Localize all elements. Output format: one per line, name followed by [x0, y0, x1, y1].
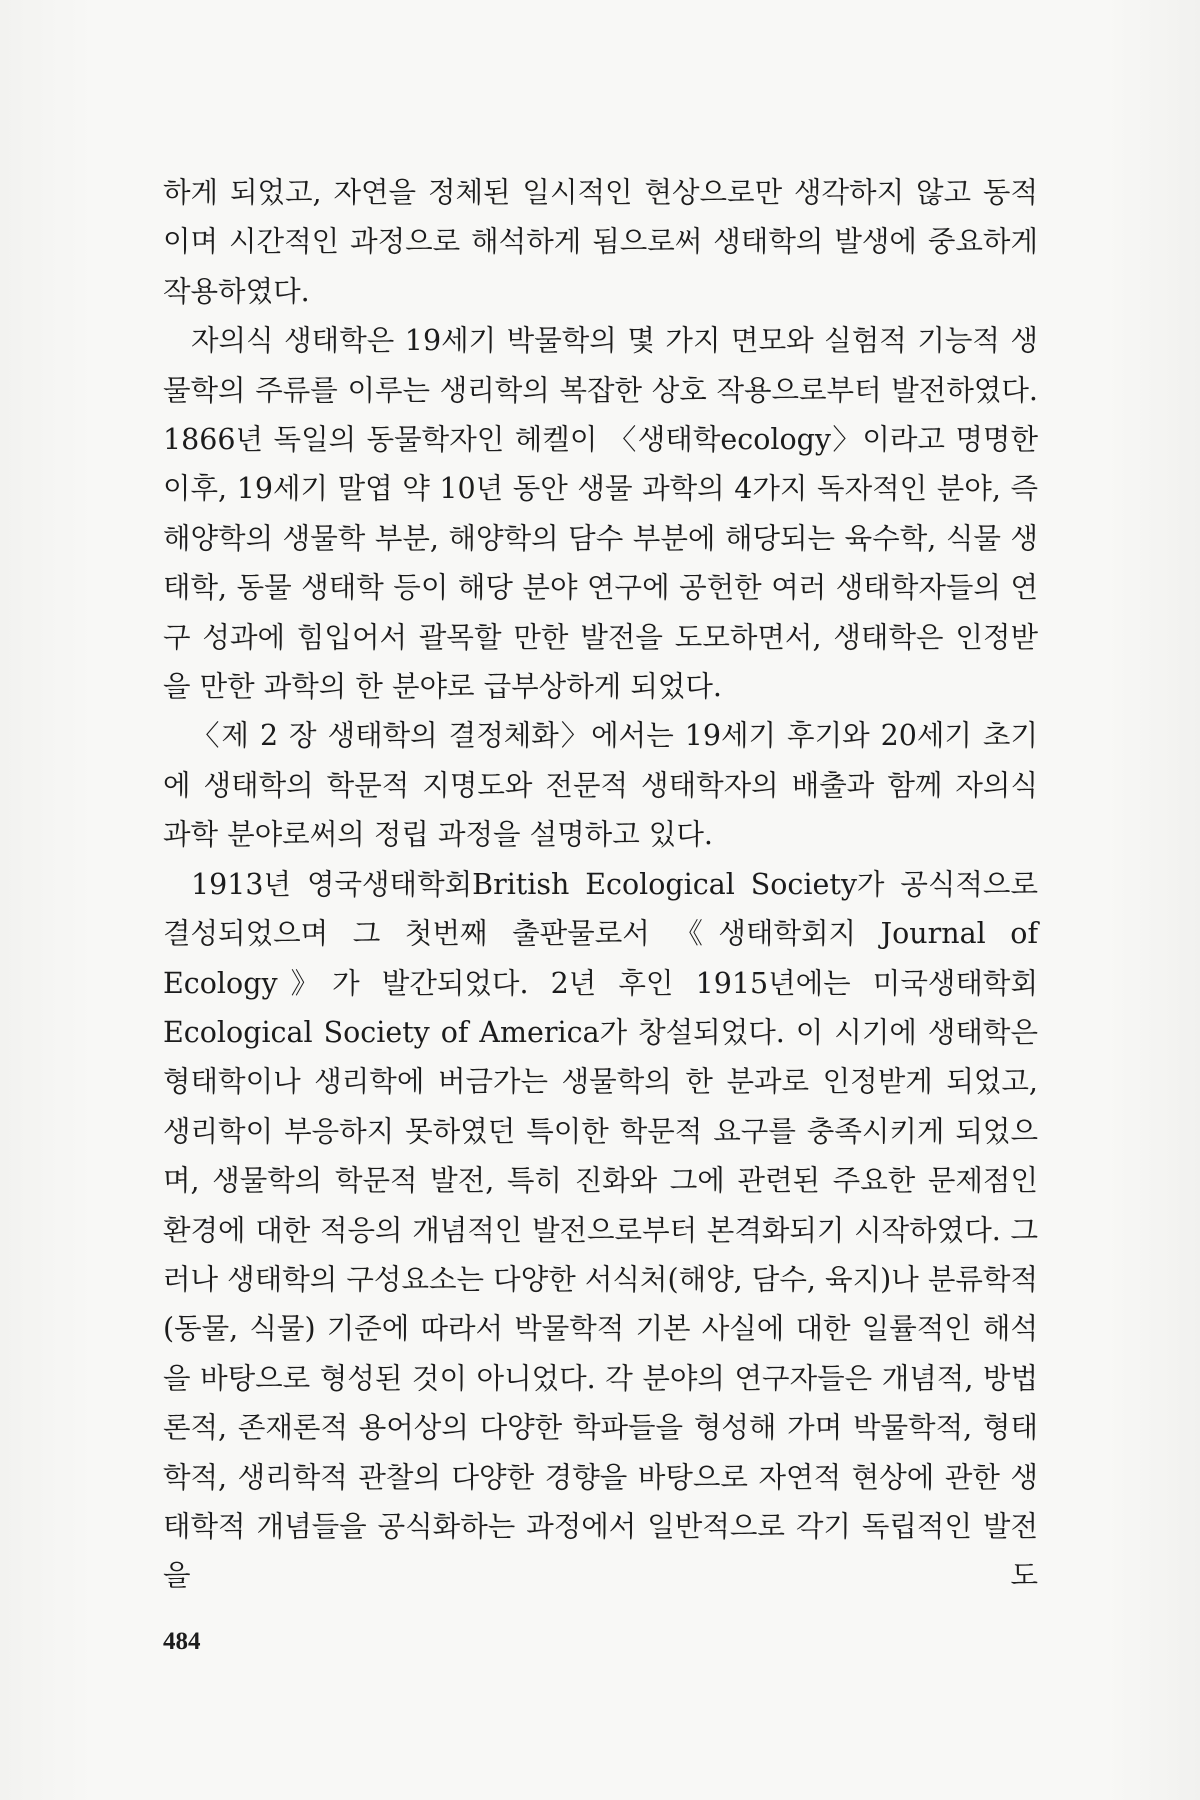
paragraph-4: 1913년 영국생태학회British Ecological Society가 공식적으로 결성되었으며 그 첫번째 출판물로서 《생태학회지 Journal of Ecology》가 발간되었다. 2년 후인 1915년에는 미국생태학회 Ecological Society of America가 창설되었다. 이 시기에 생태학은 형태학이나 생리학에 버금가는 생물학의 한 분과로 인정받게 되었고, 생리학이 부응하지 못하였던 특이한 학문적 요구를 충족시키게 되었으며, 생물학의 학문적 발전, 특히 진화와 그에 관련된 주요한 문제점인 환경에 대한 적응의 개념적인 발전으로부터 본격화되기 시작하였다. 그러나 생태학의 구성요소는 다양한 서식처(해양, 담수, 육지)나 분류학적(동물, 식물) 기준에 따라서 박물학적 기본 사실에 대한 일률적인 해석을 바탕으로 형성된 것이 아니었다. 각 분야의 연구자들은 개념적, 방법론적, 존재론적 용어상의 다양한 학파들을 형성해 가며 박물학적, 형태학적, 생리학적 관찰의 다양한 경향을 바탕으로 자연적 현상에 관한 생태학적 개념들을 공식화하는 과정에서 일반적으로 각기 독립적인 발전을 도: [163, 867, 1038, 1593]
paragraph-2: 자의식 생태학은 19세기 박물학의 몇 가지 면모와 실험적 기능적 생물학의 주류를 이루는 생리학의 복잡한 상호 작용으로부터 발전하였다. 1866년 독일의 동물학자인 헤켈이 〈생태학ecology〉이라고 명명한 이후, 19세기 말엽 약 10년 동안 생물 과학의 4가지 독자적인 분야, 즉 해양학의 생물학 부분, 해양학의 담수 부분에 해당되는 육수학, 식물 생태학, 동물 생태학 등이 해당 분야 연구에 공헌한 여러 생태학자들의 연구 성과에 힘입어서 괄목할 만한 발전을 도모하면서, 생태학은 인정받을 만한 과학의 한 분야로 급부상하게 되었다.: [163, 324, 1038, 704]
paragraph-1: 하게 되었고, 자연을 정체된 일시적인 현상으로만 생각하지 않고 동적이며 시간적인 과정으로 해석하게 됨으로써 생태학의 발생에 중요하게 작용하였다.: [163, 176, 1038, 308]
page-number: 484: [163, 1628, 201, 1655]
paragraph-3: 〈제 2 장 생태학의 결정체화〉에서는 19세기 후기와 20세기 초기에 생태학의 학문적 지명도와 전문적 생태학자의 배출과 함께 자의식 과학 분야로써의 정립 과정을 설명하고 있다.: [163, 719, 1038, 852]
body-text: [163, 168, 1038, 1601]
